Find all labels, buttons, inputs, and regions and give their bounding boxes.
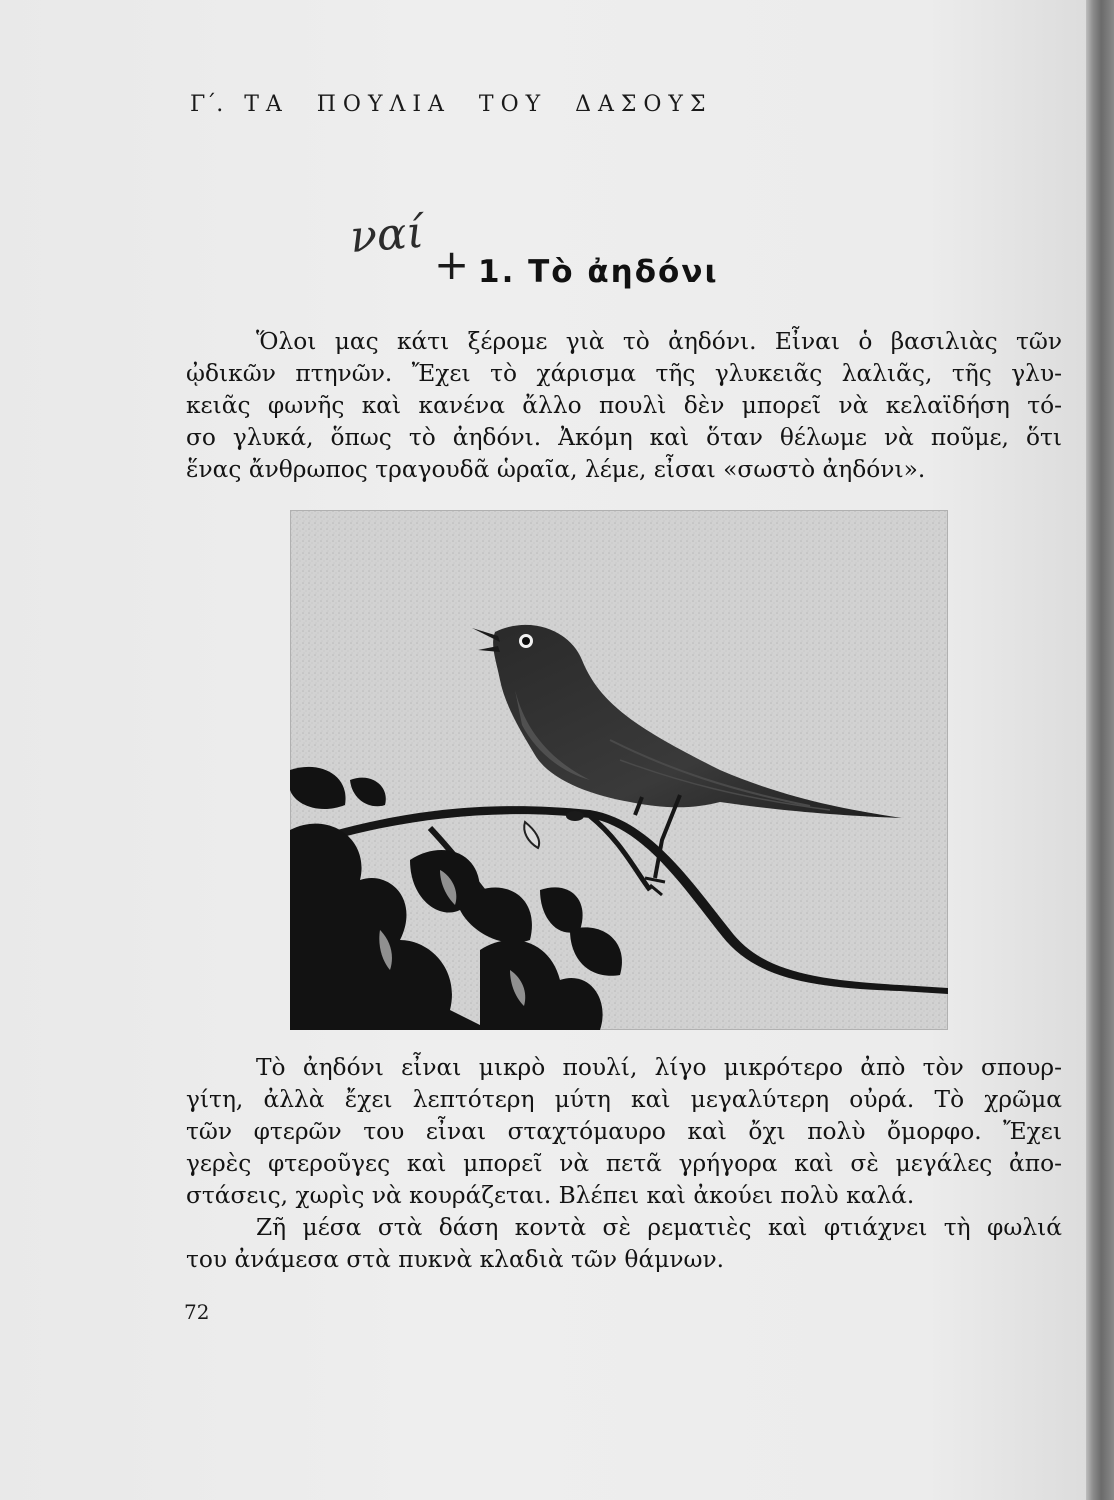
- handwritten-note: ναί: [348, 206, 426, 263]
- lesson-title: 1. Τὸ ἀηδόνι: [478, 254, 719, 290]
- text-line: ᾠδικῶν πτηνῶν. Ἔχει τὸ χάρισμα τῆς γλυκειᾶς λαλιᾶς, τῆς γλυ-: [186, 360, 1062, 387]
- intro-paragraph: [186, 326, 1062, 486]
- book-binding-edge: [1086, 0, 1114, 1500]
- handwritten-plus-mark: +: [434, 240, 470, 289]
- text-line: γίτη, ἀλλὰ ἔχει λεπτότερη μύτη καὶ μεγαλύτερη οὐρά. Τὸ χρῶμα: [186, 1086, 1062, 1113]
- text-line: γερὲς φτεροῦγες καὶ μπορεῖ νὰ πετᾶ γρήγορα καὶ σὲ μεγάλες ἀπο-: [186, 1150, 1062, 1177]
- section-heading: Γ΄. Τ Α Π Ο Υ Λ Ι Α Τ Ο Υ Δ Α Σ Ο Υ Σ: [190, 92, 706, 117]
- habitat-paragraph: [186, 1212, 1062, 1276]
- text-line: στάσεις, χωρὶς νὰ κουράζεται. Βλέπει καὶ ἀκούει πολὺ καλά.: [186, 1182, 915, 1209]
- description-paragraph: [186, 1052, 1062, 1212]
- text-line: του ἀνάμεσα στὰ πυκνὰ κλαδιὰ τῶν θάμνων.: [186, 1246, 725, 1273]
- page-number: 72: [184, 1300, 210, 1324]
- text-line: Ὅλοι μας κάτι ξέρομε γιὰ τὸ ἀηδόνι. Εἶναι ὁ βασιλιὰς τῶν: [256, 328, 1062, 355]
- text-line: τῶν φτερῶν του εἶναι σταχτόμαυρο καὶ ὄχι πολὺ ὄμορφο. Ἔχει: [186, 1118, 1062, 1145]
- text-line: ἕνας ἄνθρωπος τραγουδᾶ ὡραῖα, λέμε, εἶσαι «σωστὸ ἀηδόνι».: [186, 456, 926, 483]
- text-line: σο γλυκά, ὅπως τὸ ἀηδόνι. Ἀκόμη καὶ ὅταν θέλωμε νὰ ποῦμε, ὅτι: [186, 424, 1062, 451]
- text-line: Ζῆ μέσα στὰ δάση κοντὰ σὲ ρεματιὲς καὶ φτιάχνει τὴ φωλιά: [256, 1214, 1062, 1241]
- nightingale-illustration: [290, 510, 948, 1030]
- text-line: κειᾶς φωνῆς καὶ κανένα ἄλλο πουλὶ δὲν μπορεῖ νὰ κελαϊδήση τό-: [186, 392, 1062, 419]
- text-line: Τὸ ἀηδόνι εἶναι μικρὸ πουλί, λίγο μικρότερο ἀπὸ τὸν σπουρ-: [256, 1054, 1062, 1081]
